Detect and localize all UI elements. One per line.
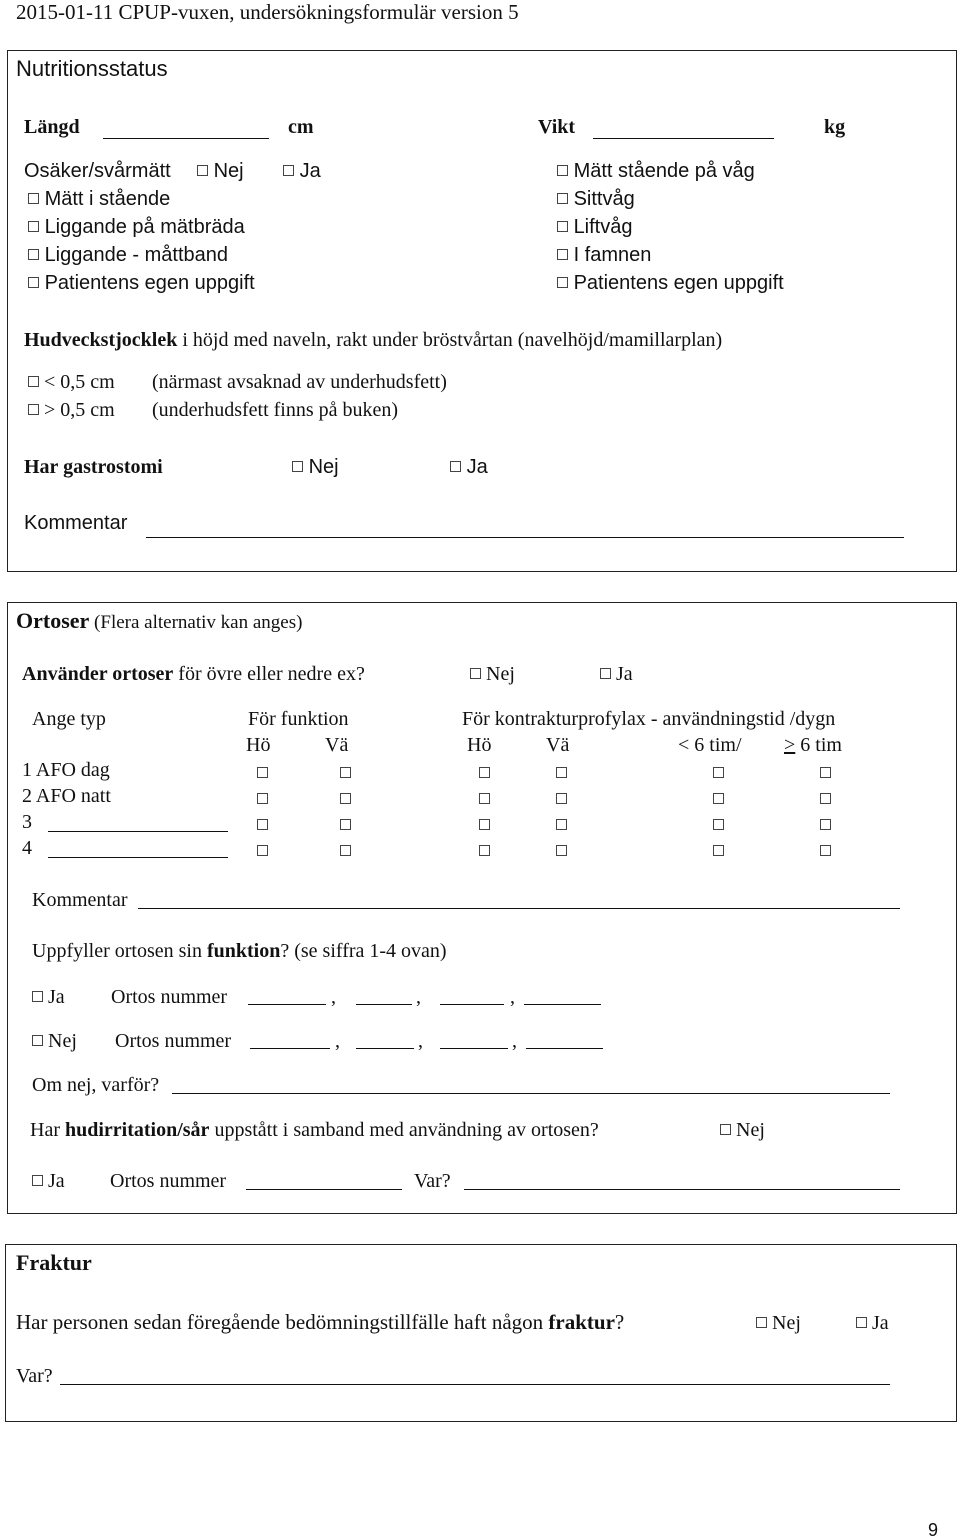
- length-unit: cm: [288, 116, 314, 138]
- irritation-b: hudirritation/sår: [64, 1119, 210, 1141]
- orthosis-checkbox[interactable]: [713, 793, 724, 804]
- skinfold-question: [24, 330, 722, 350]
- checkbox[interactable]: [28, 404, 39, 415]
- fulfills-b: funktion: [206, 940, 281, 962]
- orthosis-checkbox[interactable]: [257, 767, 268, 778]
- gt6-rest: 6 tim: [795, 734, 842, 756]
- irritation-ortos-label: Ortos nummer: [110, 1170, 227, 1192]
- checkbox[interactable]: [28, 221, 39, 232]
- sub-va: Vä: [546, 734, 570, 756]
- orthosis-row-label: 1 AFO dag: [22, 759, 110, 781]
- gastrostomy-ja-option[interactable]: [450, 457, 488, 477]
- comma: ,: [416, 986, 421, 1008]
- nutrition-comment-label: Kommentar: [24, 512, 128, 534]
- gastrostomy-label: Har gastrostomi: [24, 456, 163, 478]
- checkbox[interactable]: [856, 1317, 867, 1328]
- option-label: < 0,5 cm: [44, 371, 115, 393]
- fracture-q-c: ?: [614, 1310, 625, 1334]
- orthoses-title-text: Ortoser: [16, 608, 90, 633]
- page-header: 2015-01-11 CPUP-vuxen, undersökningsformulär version 5: [16, 0, 519, 24]
- orthosis-row-input-line[interactable]: [48, 857, 228, 858]
- nutrition-title: Nutritionsstatus: [16, 56, 168, 81]
- checkbox[interactable]: [32, 1175, 43, 1186]
- weight-option[interactable]: [557, 245, 651, 265]
- fracture-nej-option[interactable]: [756, 1313, 801, 1333]
- irritation-ja-option[interactable]: [32, 1171, 65, 1191]
- ortos-number-line[interactable]: [356, 1048, 414, 1049]
- checkbox[interactable]: [283, 165, 294, 176]
- option-label: Mätt i stående: [44, 188, 171, 210]
- checkbox[interactable]: [557, 277, 568, 288]
- orthosis-checkbox[interactable]: [479, 845, 490, 856]
- length-option[interactable]: [28, 245, 228, 265]
- orthosis-checkbox[interactable]: [556, 793, 567, 804]
- fulfills-nej-option[interactable]: [32, 1031, 77, 1051]
- checkbox[interactable]: [470, 668, 481, 679]
- checkbox[interactable]: [720, 1124, 731, 1135]
- option-label: Ja: [872, 1312, 889, 1334]
- comma: ,: [331, 986, 336, 1008]
- comma: ,: [510, 986, 515, 1008]
- option-label: Liggande på mätbräda: [44, 216, 245, 238]
- why-not-line[interactable]: [172, 1093, 890, 1094]
- orthosis-checkbox[interactable]: [713, 845, 724, 856]
- weight-label: Vikt: [538, 116, 576, 138]
- orthosis-checkbox[interactable]: [340, 845, 351, 856]
- ortos-number-line[interactable]: [356, 1004, 412, 1005]
- option-label: Patientens egen uppgift: [44, 272, 255, 294]
- skinfold-lt-option[interactable]: [28, 372, 115, 392]
- why-not-label: Om nej, varför?: [32, 1074, 160, 1096]
- fulfills-question: [32, 941, 447, 961]
- option-label: Ja: [48, 986, 65, 1008]
- weight-option[interactable]: [557, 161, 755, 181]
- option-label: Ja: [48, 1170, 65, 1192]
- ortos-number-line[interactable]: [250, 1048, 330, 1049]
- checkbox[interactable]: [756, 1317, 767, 1328]
- irritation-ortos-line[interactable]: [246, 1189, 402, 1190]
- orthosis-checkbox[interactable]: [340, 819, 351, 830]
- sub-lt6: < 6 tim/: [678, 734, 742, 756]
- nutrition-section: [7, 50, 957, 572]
- option-label: Nej: [736, 1119, 765, 1141]
- gt-symbol: >: [784, 734, 796, 756]
- option-label: Nej: [308, 456, 339, 478]
- option-label: Patientens egen uppgift: [573, 272, 784, 294]
- orthosis-checkbox[interactable]: [340, 767, 351, 778]
- unsure-label: Osäker/svårmätt: [24, 160, 171, 182]
- sub-va: Vä: [325, 734, 349, 756]
- orthosis-checkbox[interactable]: [479, 767, 490, 778]
- fracture-ja-option[interactable]: [856, 1313, 889, 1333]
- uses-ja-option[interactable]: [600, 664, 633, 684]
- fracture-q-b: fraktur: [548, 1310, 615, 1334]
- orthoses-title-note: (Flera alternativ kan anges): [89, 612, 303, 633]
- skinfold-gt-option[interactable]: [28, 400, 115, 420]
- comma: ,: [335, 1030, 340, 1052]
- length-option[interactable]: [28, 273, 255, 293]
- checkbox[interactable]: [28, 193, 39, 204]
- fulfills-ja-option[interactable]: [32, 987, 65, 1007]
- fracture-where-line[interactable]: [60, 1384, 890, 1385]
- fracture-title: Fraktur: [16, 1250, 92, 1275]
- orthosis-checkbox[interactable]: [257, 819, 268, 830]
- length-option[interactable]: [28, 217, 245, 237]
- nutrition-comment-line[interactable]: [146, 537, 904, 538]
- skinfold-lt-desc: (närmast avsaknad av underhudsfett): [152, 371, 447, 393]
- col-function: För funktion: [248, 708, 349, 730]
- fulfills-c: ? (se siffra 1-4 ovan): [280, 940, 447, 962]
- skinfold-rest: i höjd med naveln, rakt under bröstvårtan (navelhöjd/mamillarplan): [177, 329, 723, 351]
- orthosis-checkbox[interactable]: [556, 767, 567, 778]
- option-label: Ja: [466, 456, 488, 478]
- orthoses-comment-line[interactable]: [138, 908, 900, 909]
- col-contracture: För kontrakturprofylax - användningstid /dygn: [462, 708, 836, 730]
- option-label: Nej: [213, 160, 244, 182]
- orthosis-row-label: 4: [22, 837, 32, 859]
- orthosis-checkbox[interactable]: [820, 793, 831, 804]
- checkbox[interactable]: [32, 991, 43, 1002]
- ortos-nummer-ja-label: Ortos nummer: [111, 986, 228, 1008]
- orthosis-checkbox[interactable]: [556, 845, 567, 856]
- checkbox[interactable]: [557, 193, 568, 204]
- checkbox[interactable]: [450, 461, 461, 472]
- ortos-number-line[interactable]: [526, 1048, 603, 1049]
- checkbox[interactable]: [28, 376, 39, 387]
- weight-option[interactable]: [557, 217, 633, 237]
- unsure-ja-option[interactable]: [283, 161, 321, 181]
- irritation-nej-option[interactable]: [720, 1120, 765, 1140]
- option-label: Liftvåg: [573, 216, 633, 238]
- option-label: Nej: [772, 1312, 801, 1334]
- col-type: Ange typ: [32, 708, 106, 730]
- page-number: 9: [928, 1520, 939, 1540]
- fracture-q-a: Har personen sedan föregående bedömningstillfälle haft någon: [16, 1310, 549, 1334]
- uses-bold: Använder ortoser: [22, 663, 174, 685]
- orthosis-row-label: 2 AFO natt: [22, 785, 111, 807]
- skinfold-gt-desc: (underhudsfett finns på buken): [152, 399, 399, 421]
- length-input-line[interactable]: [103, 138, 269, 139]
- weight-option[interactable]: [557, 189, 635, 209]
- option-label: I famnen: [573, 244, 652, 266]
- unsure-nej-option[interactable]: [197, 161, 244, 181]
- comma: ,: [512, 1030, 517, 1052]
- orthosis-checkbox[interactable]: [713, 819, 724, 830]
- irritation-c: uppstått i samband med användning av ortosen?: [209, 1119, 599, 1141]
- checkbox[interactable]: [28, 249, 39, 260]
- checkbox[interactable]: [600, 668, 611, 679]
- orthosis-row-label: 3: [22, 811, 32, 833]
- irritation-where-line[interactable]: [464, 1189, 900, 1190]
- irritation-question: [30, 1120, 599, 1140]
- checkbox[interactable]: [557, 221, 568, 232]
- skinfold-bold: Hudveckstjocklek: [24, 329, 178, 351]
- orthoses-comment-label: Kommentar: [32, 889, 128, 911]
- option-label: Ja: [616, 663, 633, 685]
- irritation-where-label: Var?: [414, 1170, 451, 1192]
- orthosis-checkbox[interactable]: [257, 793, 268, 804]
- checkbox[interactable]: [28, 277, 39, 288]
- sub-gt6: [784, 735, 842, 755]
- orthosis-checkbox[interactable]: [340, 793, 351, 804]
- checkbox[interactable]: [557, 249, 568, 260]
- uses-nej-option[interactable]: [470, 664, 515, 684]
- orthosis-checkbox[interactable]: [257, 845, 268, 856]
- checkbox[interactable]: [557, 165, 568, 176]
- fulfills-a: Uppfyller ortosen sin: [32, 940, 207, 962]
- length-label: Längd: [24, 116, 80, 138]
- orthosis-checkbox[interactable]: [713, 767, 724, 778]
- fracture-where-label: Var?: [16, 1365, 53, 1387]
- ortos-number-line[interactable]: [440, 1048, 508, 1049]
- sub-ho: Hö: [467, 734, 492, 756]
- option-label: Ja: [299, 160, 321, 182]
- option-label: > 0,5 cm: [44, 399, 115, 421]
- orthosis-row-input-line[interactable]: [48, 831, 228, 832]
- uses-rest: för övre eller nedre ex?: [173, 663, 365, 685]
- option-label: Mätt stående på våg: [573, 160, 755, 182]
- ortos-number-line[interactable]: [248, 1004, 326, 1005]
- sub-ho: Hö: [246, 734, 271, 756]
- orthoses-title: [16, 610, 302, 632]
- ortos-number-line[interactable]: [440, 1004, 504, 1005]
- comma: ,: [418, 1030, 423, 1052]
- checkbox[interactable]: [292, 461, 303, 472]
- ortos-number-line[interactable]: [524, 1004, 601, 1005]
- irritation-a: Har: [30, 1119, 65, 1141]
- orthosis-checkbox[interactable]: [479, 793, 490, 804]
- checkbox[interactable]: [32, 1035, 43, 1046]
- gastrostomy-nej-option[interactable]: [292, 457, 339, 477]
- uses-orthoses-question: [22, 664, 365, 684]
- orthosis-checkbox[interactable]: [479, 819, 490, 830]
- fracture-question: [16, 1312, 624, 1333]
- weight-input-line[interactable]: [593, 138, 774, 139]
- weight-unit: kg: [824, 116, 846, 138]
- checkbox[interactable]: [197, 165, 208, 176]
- option-label: Liggande - måttband: [44, 244, 229, 266]
- option-label: Nej: [48, 1030, 77, 1052]
- weight-option[interactable]: [557, 273, 784, 293]
- orthosis-checkbox[interactable]: [556, 819, 567, 830]
- orthosis-checkbox[interactable]: [820, 819, 831, 830]
- option-label: Sittvåg: [573, 188, 635, 210]
- option-label: Nej: [486, 663, 515, 685]
- ortos-nummer-nej-label: Ortos nummer: [115, 1030, 232, 1052]
- length-option[interactable]: [28, 189, 170, 209]
- orthosis-checkbox[interactable]: [820, 845, 831, 856]
- orthosis-checkbox[interactable]: [820, 767, 831, 778]
